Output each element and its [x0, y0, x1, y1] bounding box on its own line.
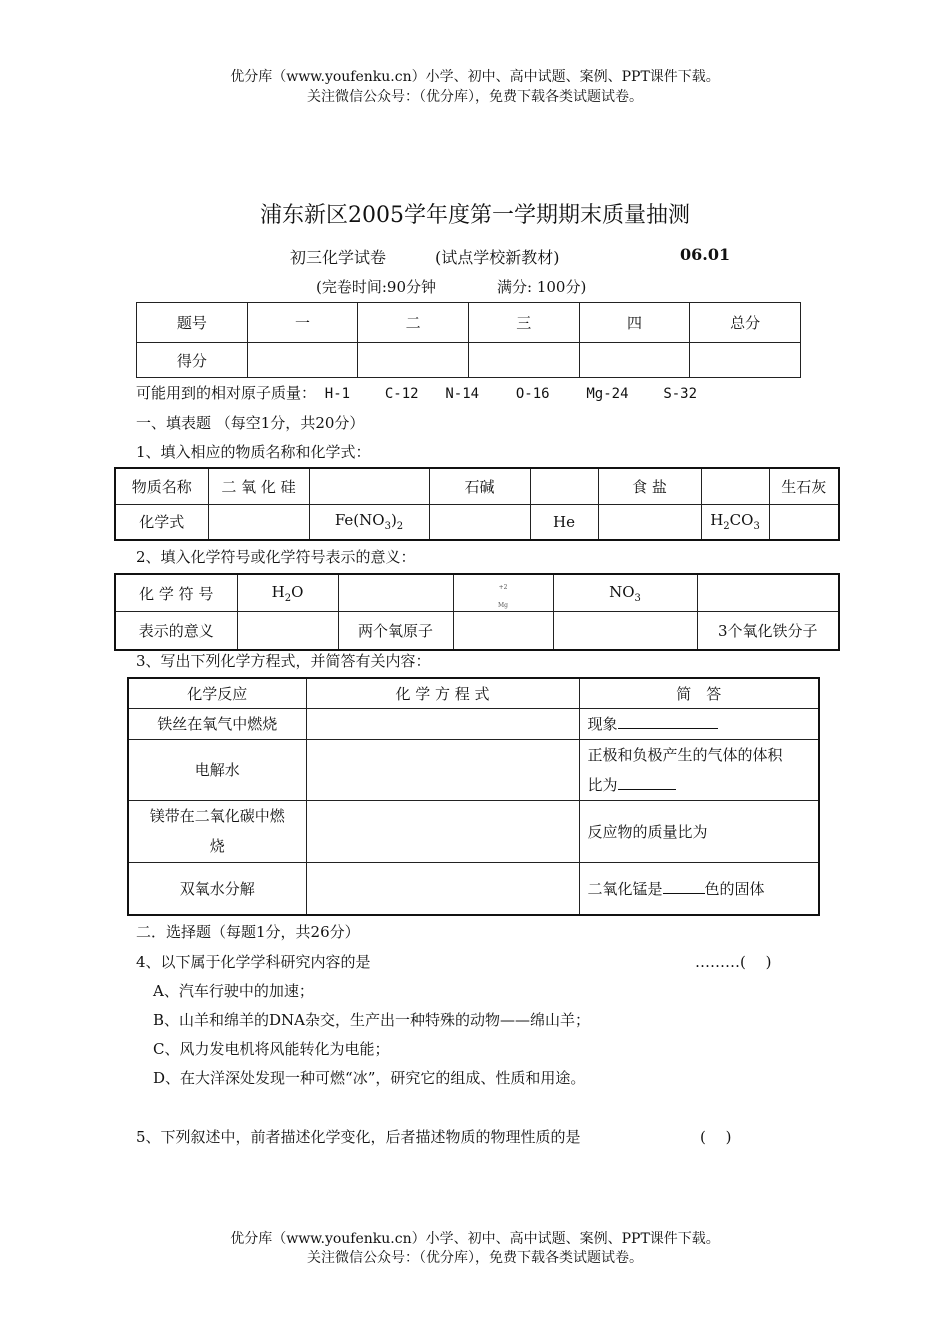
q1-formula-cell: He — [530, 504, 598, 540]
q3-answer-cell: 反应物的质量比为 — [579, 800, 819, 862]
formula-text: Fe(NO — [334, 511, 385, 530]
mg-symbol: Mg — [498, 602, 508, 609]
score-input-cell[interactable] — [247, 343, 358, 378]
formula-text: NO — [609, 582, 635, 601]
q2-symbol-cell — [237, 574, 338, 612]
formula-text: CO — [729, 511, 754, 530]
q4-option-c: C、风力发电机将风能转化为电能； — [153, 1040, 390, 1058]
reaction-text: 烧 — [209, 837, 225, 855]
formula-text: H — [710, 511, 724, 530]
answer-blank[interactable] — [618, 714, 718, 729]
q1-prompt: 1、填入相应的物质名称和化学式： — [136, 443, 371, 461]
q1-header-cell: 食 盐 — [598, 468, 701, 504]
atomic-masses — [136, 382, 697, 403]
score-header-cell: 总分 — [690, 303, 801, 343]
q4-answer-bracket[interactable]: ………( ) — [695, 953, 772, 971]
q1-answer-cell[interactable] — [530, 468, 598, 504]
score-header-cell: 题号 — [137, 303, 248, 343]
reaction-text: 镁带在二氧化碳中燃 — [149, 807, 285, 825]
q3-answer-cell — [579, 862, 819, 915]
formula-text: H — [271, 582, 285, 601]
q1-header-cell: 石碱 — [429, 468, 530, 504]
q3-equation-cell[interactable] — [306, 800, 579, 862]
q2-answer-cell[interactable] — [553, 612, 697, 650]
q3-equation-cell[interactable] — [306, 862, 579, 915]
score-row-label: 得分 — [137, 343, 248, 378]
valence-label: +2 — [498, 584, 508, 591]
q3-equation-cell[interactable] — [306, 708, 579, 739]
q5-stem: 5、下列叙述中，前者描述化学变化，后者描述物质的物理性质的是 — [136, 1128, 581, 1146]
score-input-cell[interactable] — [358, 343, 469, 378]
q4-option-a: A、汽车行驶中的加速； — [153, 982, 314, 1000]
formula-subscript: 3 — [384, 521, 391, 533]
score-header-cell: 三 — [468, 303, 579, 343]
q1-row-label: 化学式 — [115, 504, 208, 540]
score-input-cell[interactable] — [579, 343, 690, 378]
score-header-cell: 二 — [358, 303, 469, 343]
section-2-title: 二．选择题（每题1分，共26分） — [136, 923, 360, 941]
atomic-mass: S-32 — [663, 386, 698, 402]
q1-answer-cell[interactable] — [701, 468, 769, 504]
q2-meaning-cell: 两个氧原子 — [338, 612, 453, 650]
exam-date: 06.01 — [680, 245, 731, 264]
q2-row-label: 表示的意义 — [115, 612, 237, 650]
formula-text: O — [291, 582, 304, 601]
q1-answer-cell[interactable] — [208, 504, 309, 540]
formula-subscript: 2 — [284, 592, 292, 604]
score-table — [136, 302, 801, 378]
q2-table — [114, 573, 840, 651]
answer-text: 比为 — [587, 775, 618, 794]
formula-text: ) — [390, 511, 397, 530]
q3-answer-cell — [579, 739, 819, 800]
q3-answer-cell — [579, 708, 819, 739]
q3-reaction-cell: 电解水 — [128, 739, 306, 800]
atomic-mass: Mg-24 — [586, 386, 629, 402]
q2-symbol-cell — [453, 574, 553, 612]
q3-header-cell: 简 答 — [579, 678, 819, 708]
score-input-cell[interactable] — [690, 343, 801, 378]
q3-reaction-cell: 双氧水分解 — [128, 862, 306, 915]
footer-line-2: 关注微信公众号：（优分库），免费下载各类试题试卷。 — [307, 1250, 643, 1266]
q3-table — [127, 677, 820, 916]
atomic-mass: N-14 — [445, 386, 480, 402]
atomic-masses-label: 可能用到的相对原子质量： — [136, 384, 317, 402]
formula-subscript: 2 — [396, 521, 404, 533]
q2-answer-cell[interactable] — [338, 574, 453, 612]
q1-formula-cell — [309, 504, 429, 540]
paper-name: 初三化学试卷 — [290, 248, 387, 267]
header-line-1: 优分库（www.youfenku.cn）小学、初中、高中试题、案例、PPT课件下载。 — [230, 69, 720, 85]
q1-answer-cell[interactable] — [309, 468, 429, 504]
answer-text: 色的固体 — [704, 879, 765, 898]
q3-header-cell: 化学反应 — [128, 678, 306, 708]
exam-time: (完卷时间:90分钟 — [316, 278, 436, 296]
q1-header-cell: 生石灰 — [769, 468, 839, 504]
q1-answer-cell[interactable] — [429, 504, 530, 540]
q1-formula-cell — [701, 504, 769, 540]
atomic-mass: O-16 — [515, 386, 550, 402]
q3-equation-cell[interactable] — [306, 739, 579, 800]
answer-text: 现象 — [587, 715, 618, 733]
q1-answer-cell[interactable] — [598, 504, 701, 540]
atomic-mass: H-1 — [324, 386, 351, 402]
page-title: 浦东新区2005学年度第一学期期末质量抽测 — [260, 203, 690, 228]
answer-text: 正极和负极产生的气体的体积 — [587, 745, 783, 764]
exam-full-score: 满分: 100分) — [497, 278, 587, 296]
q1-table — [114, 467, 840, 541]
q5-answer-bracket[interactable]: ( ) — [700, 1128, 732, 1146]
footer-line-1: 优分库（www.youfenku.cn）小学、初中、高中试题、案例、PPT课件下载。 — [230, 1231, 720, 1247]
section-1-title: 一、填表题 （每空1分，共20分） — [136, 414, 365, 432]
formula-subscript: 3 — [634, 592, 641, 604]
q2-symbol-cell — [553, 574, 697, 612]
score-input-cell[interactable] — [468, 343, 579, 378]
formula-subscript: 2 — [723, 521, 730, 533]
header-line-2: 关注微信公众号：（优分库），免费下载各类试题试卷。 — [307, 89, 643, 105]
q3-prompt: 3、写出下列化学方程式，并简答有关内容： — [136, 652, 431, 670]
q4-option-d: D、在大洋深处发现一种可燃“冰”，研究它的组成、性质和用途。 — [153, 1069, 586, 1087]
q3-reaction-cell — [128, 800, 306, 862]
q2-meaning-cell: 3个氧化铁分子 — [697, 612, 839, 650]
q1-header-cell: 二 氧 化 硅 — [208, 468, 309, 504]
formula-subscript: 3 — [753, 521, 760, 533]
q1-header-cell: 物质名称 — [115, 468, 208, 504]
q2-answer-cell[interactable] — [237, 612, 338, 650]
answer-blank[interactable] — [663, 879, 705, 894]
q4-stem: 4、以下属于化学学科研究内容的是 — [136, 953, 371, 971]
score-header-cell: 一 — [247, 303, 358, 343]
q4-option-b: B、山羊和绵羊的DNA杂交，生产出一种特殊的动物——绵山羊； — [153, 1011, 591, 1029]
atomic-mass: C-12 — [384, 386, 419, 402]
edition-note: (试点学校新教材) — [435, 248, 560, 267]
q3-reaction-cell: 铁丝在氧气中燃烧 — [128, 708, 306, 739]
q2-answer-cell[interactable] — [453, 612, 553, 650]
q1-answer-cell[interactable] — [769, 504, 839, 540]
q2-answer-cell[interactable] — [697, 574, 839, 612]
score-header-cell: 四 — [579, 303, 690, 343]
q2-row-label: 化 学 符 号 — [115, 574, 237, 612]
answer-text: 二氧化锰是 — [587, 879, 663, 898]
answer-blank[interactable] — [618, 775, 676, 790]
q2-prompt: 2、填入化学符号或化学符号表示的意义： — [136, 548, 416, 566]
q3-header-cell: 化 学 方 程 式 — [306, 678, 579, 708]
